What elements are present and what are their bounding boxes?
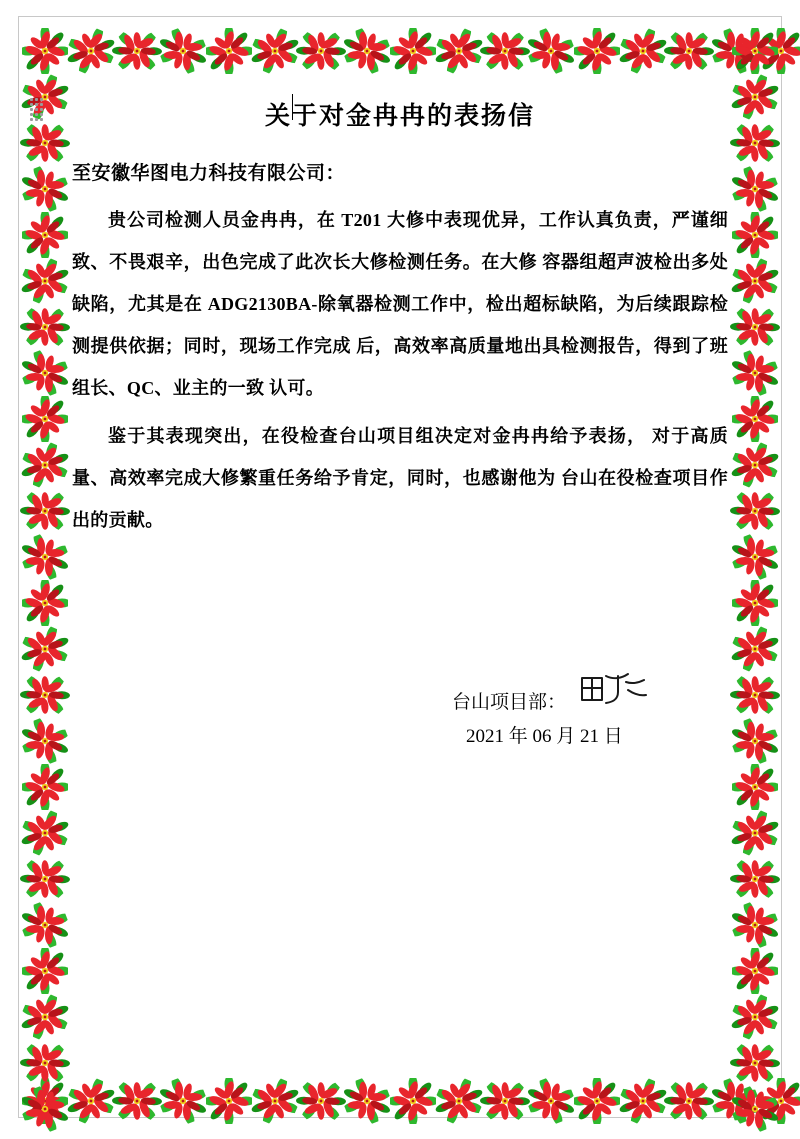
poinsettia-motif: [574, 28, 620, 74]
border-band-top: [22, 28, 778, 74]
poinsettia-motif: [732, 212, 778, 258]
poinsettia-motif: [22, 396, 68, 442]
poinsettia-motif: [344, 28, 390, 74]
poinsettia-motif: [482, 1078, 528, 1124]
salutation-line: 至安徽华图电力科技有限公司：: [72, 163, 346, 184]
poinsettia-motif: [732, 1040, 778, 1086]
poinsettia-motif: [22, 1040, 68, 1086]
poinsettia-motif: [22, 1086, 68, 1132]
poinsettia-motif: [732, 672, 778, 718]
poinsettia-motif: [22, 764, 68, 810]
poinsettia-motif: [160, 1078, 206, 1124]
body-paragraph-1: 贵公司检测人员金冉冉，在 T201 大修中表现优异，工作认真负责，严谨细致、不畏艰辛，出色完成了此次长大修检测任务。在大修 容器组超声波检出多处缺陷，尤其是在 ADG2130BA-除氧器检测工作中，检出超标缺陷，为后续跟踪检测提供依据；同时，现场工作完成 后，高效率高质量地出具检测报告，得到了班组长、QC、业主的一致 认可。: [72, 210, 728, 398]
poinsettia-motif: [666, 28, 712, 74]
document-title: 关于对金冉冉的表扬信: [264, 103, 535, 130]
poinsettia-motif: [732, 350, 778, 396]
poinsettia-motif: [528, 28, 574, 74]
poinsettia-motif: [22, 166, 68, 212]
poinsettia-motif: [732, 534, 778, 580]
poinsettia-motif: [390, 1078, 436, 1124]
poinsettia-motif: [732, 764, 778, 810]
poinsettia-motif: [574, 1078, 620, 1124]
poinsettia-motif: [206, 28, 252, 74]
border-band-right: [732, 28, 778, 1124]
poinsettia-motif: [732, 902, 778, 948]
poinsettia-motif: [114, 1078, 160, 1124]
poinsettia-motif: [22, 580, 68, 626]
poinsettia-motif: [732, 718, 778, 764]
poinsettia-motif: [344, 1078, 390, 1124]
poinsettia-motif: [732, 856, 778, 902]
poinsettia-motif: [22, 856, 68, 902]
poinsettia-motif: [390, 28, 436, 74]
poinsettia-motif: [22, 672, 68, 718]
signature-block: [380, 686, 710, 754]
poinsettia-motif: [666, 1078, 712, 1124]
poinsettia-motif: [528, 1078, 574, 1124]
signature-org-label: 台山项目部：: [452, 692, 567, 713]
poinsettia-motif: [114, 28, 160, 74]
document-body: [72, 86, 728, 1066]
poinsettia-motif: [732, 488, 778, 534]
poinsettia-motif: [22, 350, 68, 396]
border-band-bottom: [22, 1078, 778, 1124]
poinsettia-motif: [298, 28, 344, 74]
handwritten-signature-icon: [576, 670, 650, 712]
signature-org-row: [380, 686, 710, 720]
poinsettia-motif: [732, 948, 778, 994]
poinsettia-motif: [22, 534, 68, 580]
poinsettia-motif: [298, 1078, 344, 1124]
poinsettia-motif: [22, 948, 68, 994]
body-paragraph-2: 鉴于其表现突出，在役检查台山项目组决定对金冉冉给予表扬， 对于高质量、高效率完成大修繁重任务给予肯定，同时，也感谢他为 台山在役检查项目作出的贡献。: [72, 426, 728, 530]
poinsettia-motif: [22, 718, 68, 764]
poinsettia-motif: [22, 120, 68, 166]
poinsettia-motif: [732, 166, 778, 212]
poinsettia-motif: [22, 902, 68, 948]
signature-date: 2021 年 06 月 21 日: [466, 726, 623, 747]
poinsettia-motif: [22, 304, 68, 350]
poinsettia-motif: [22, 28, 68, 74]
poinsettia-motif: [732, 396, 778, 442]
poinsettia-motif: [732, 120, 778, 166]
border-band-left: [22, 28, 68, 1124]
poinsettia-motif: [732, 28, 778, 74]
poinsettia-motif: [732, 304, 778, 350]
poinsettia-motif: [22, 212, 68, 258]
poinsettia-motif: [482, 28, 528, 74]
object-resize-handle[interactable]: [30, 98, 44, 120]
poinsettia-motif: [206, 1078, 252, 1124]
poinsettia-motif: [22, 488, 68, 534]
poinsettia-motif: [160, 28, 206, 74]
poinsettia-motif: [732, 580, 778, 626]
poinsettia-motif: [732, 1086, 778, 1132]
